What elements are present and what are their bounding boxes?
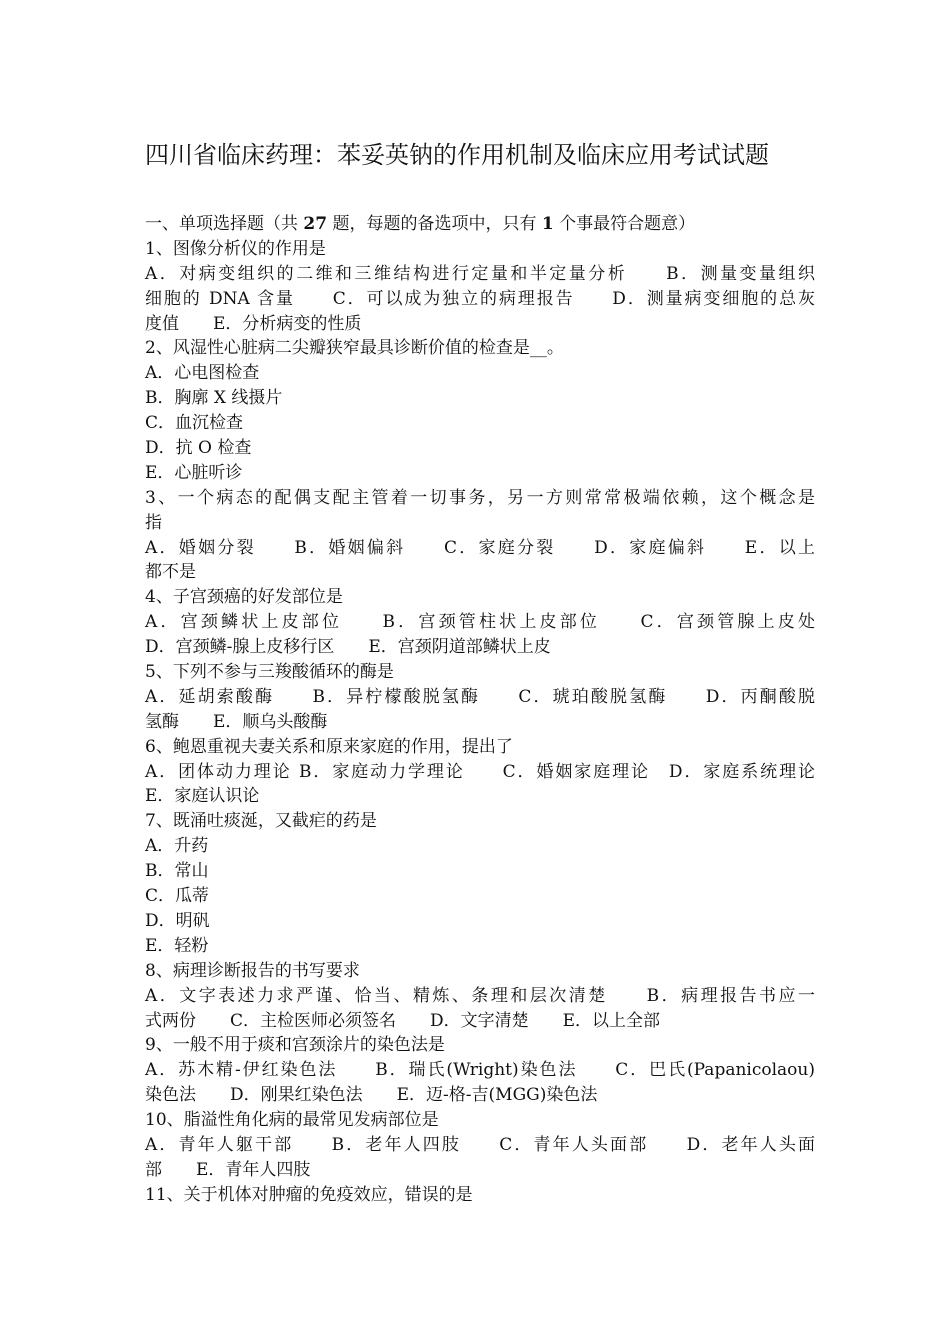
question-6-options: E．家庭认识论 (145, 786, 260, 807)
question-3-options: 都不是 (145, 562, 196, 583)
question-8-options: A．文字表述力求严谨、恰当、精炼、条理和层次清楚 B．病理报告书应一 (145, 985, 815, 1006)
question-9: 9、一般不用于痰和宫颈涂片的染色法是 (145, 1035, 445, 1056)
question-5-options: A．延胡索酸酶 B．异柠檬酸脱氢酶 C．琥珀酸脱氢酶 D．丙酮酸脱 (145, 686, 815, 707)
question-1-options: A．对病变组织的二维和三维结构进行定量和半定量分析 B．测量变量组织 (145, 263, 815, 284)
question-9-options: A．苏木精-伊红染色法 B．瑞氏(Wright)染色法 C．巴氏(Papanicolaou) (145, 1060, 815, 1081)
question-10-options: 部 E．青年人四肢 (145, 1159, 311, 1180)
question-3: 指 (145, 512, 162, 533)
question-9-options: 染色法 D．刚果红染色法 E．迈-格-吉(MGG)染色法 (145, 1085, 598, 1106)
document-body (145, 212, 815, 1208)
section-heading: 一、单项选择题（共 27 题，每题的备选项中，只有 1 个事最符合题意） (145, 214, 696, 234)
question-11: 11、关于机体对肿瘤的免疫效应，错误的是 (145, 1184, 473, 1205)
question-2: 2、风湿性心脏病二尖瓣狭窄最具诊断价值的检查是__。 (145, 338, 564, 359)
question-4: 4、子宫颈癌的好发部位是 (145, 587, 343, 608)
question-7-option-b: B．常山 (145, 861, 209, 882)
question-3: 3、一个病态的配偶支配主管着一切事务，另一方则常常极端依赖，这个概念是 (145, 487, 815, 508)
question-2-option-d: D．抗 O 检查 (145, 438, 252, 459)
question-1: 1、图像分析仪的作用是 (145, 238, 326, 259)
question-7-option-d: D．明矾 (145, 910, 210, 931)
question-7-option-c: C．瓜蒂 (145, 886, 210, 907)
question-3-options: A．婚姻分裂 B．婚姻偏斜 C．家庭分裂 D．家庭偏斜 E．以上 (145, 537, 815, 558)
question-1-options: 度值 E．分析病变的性质 (145, 313, 362, 334)
question-5-options: 氢酶 E．顺乌头酸酶 (145, 711, 328, 732)
question-6: 6、鲍恩重视夫妻关系和原来家庭的作用，提出了 (145, 736, 513, 757)
question-10-options: A．青年人躯干部 B．老年人四肢 C．青年人头面部 D．老年人头面 (145, 1134, 815, 1155)
question-2-option-a: A．心电图检查 (145, 363, 260, 384)
question-2-option-b: B．胸廓 X 线摄片 (145, 388, 283, 409)
question-4-options: D．宫颈鳞-腺上皮移行区 E．宫颈阴道部鳞状上皮 (145, 637, 551, 658)
question-7-option-e: E．轻粉 (145, 935, 209, 956)
question-2-option-e: E．心脏听诊 (145, 462, 243, 483)
question-1-options: 细胞的 DNA 含量 C．可以成为独立的病理报告 D．测量病变细胞的总灰 (145, 288, 815, 309)
page-title: 四川省临床药理：苯妥英钠的作用机制及临床应用考试试题 (145, 141, 769, 169)
question-7: 7、既涌吐痰涎，又截疟的药是 (145, 811, 377, 832)
question-8-options: 式两份 C．主检医师必须签名 D．文字清楚 E．以上全部 (145, 1010, 661, 1031)
question-8: 8、病理诊断报告的书写要求 (145, 960, 360, 981)
question-4-options: A．宫颈鳞状上皮部位 B．宫颈管柱状上皮部位 C．宫颈管腺上皮处 (145, 612, 815, 633)
question-5: 5、下列不参与三羧酸循环的酶是 (145, 662, 394, 683)
question-2-option-c: C．血沉检查 (145, 413, 244, 434)
question-6-options: A．团体动力理论 B．家庭动力学理论 C．婚姻家庭理论 D．家庭系统理论 (145, 761, 815, 782)
question-10: 10、脂溢性角化病的最常见发病部位是 (145, 1110, 439, 1131)
question-7-option-a: A．升药 (145, 836, 209, 857)
